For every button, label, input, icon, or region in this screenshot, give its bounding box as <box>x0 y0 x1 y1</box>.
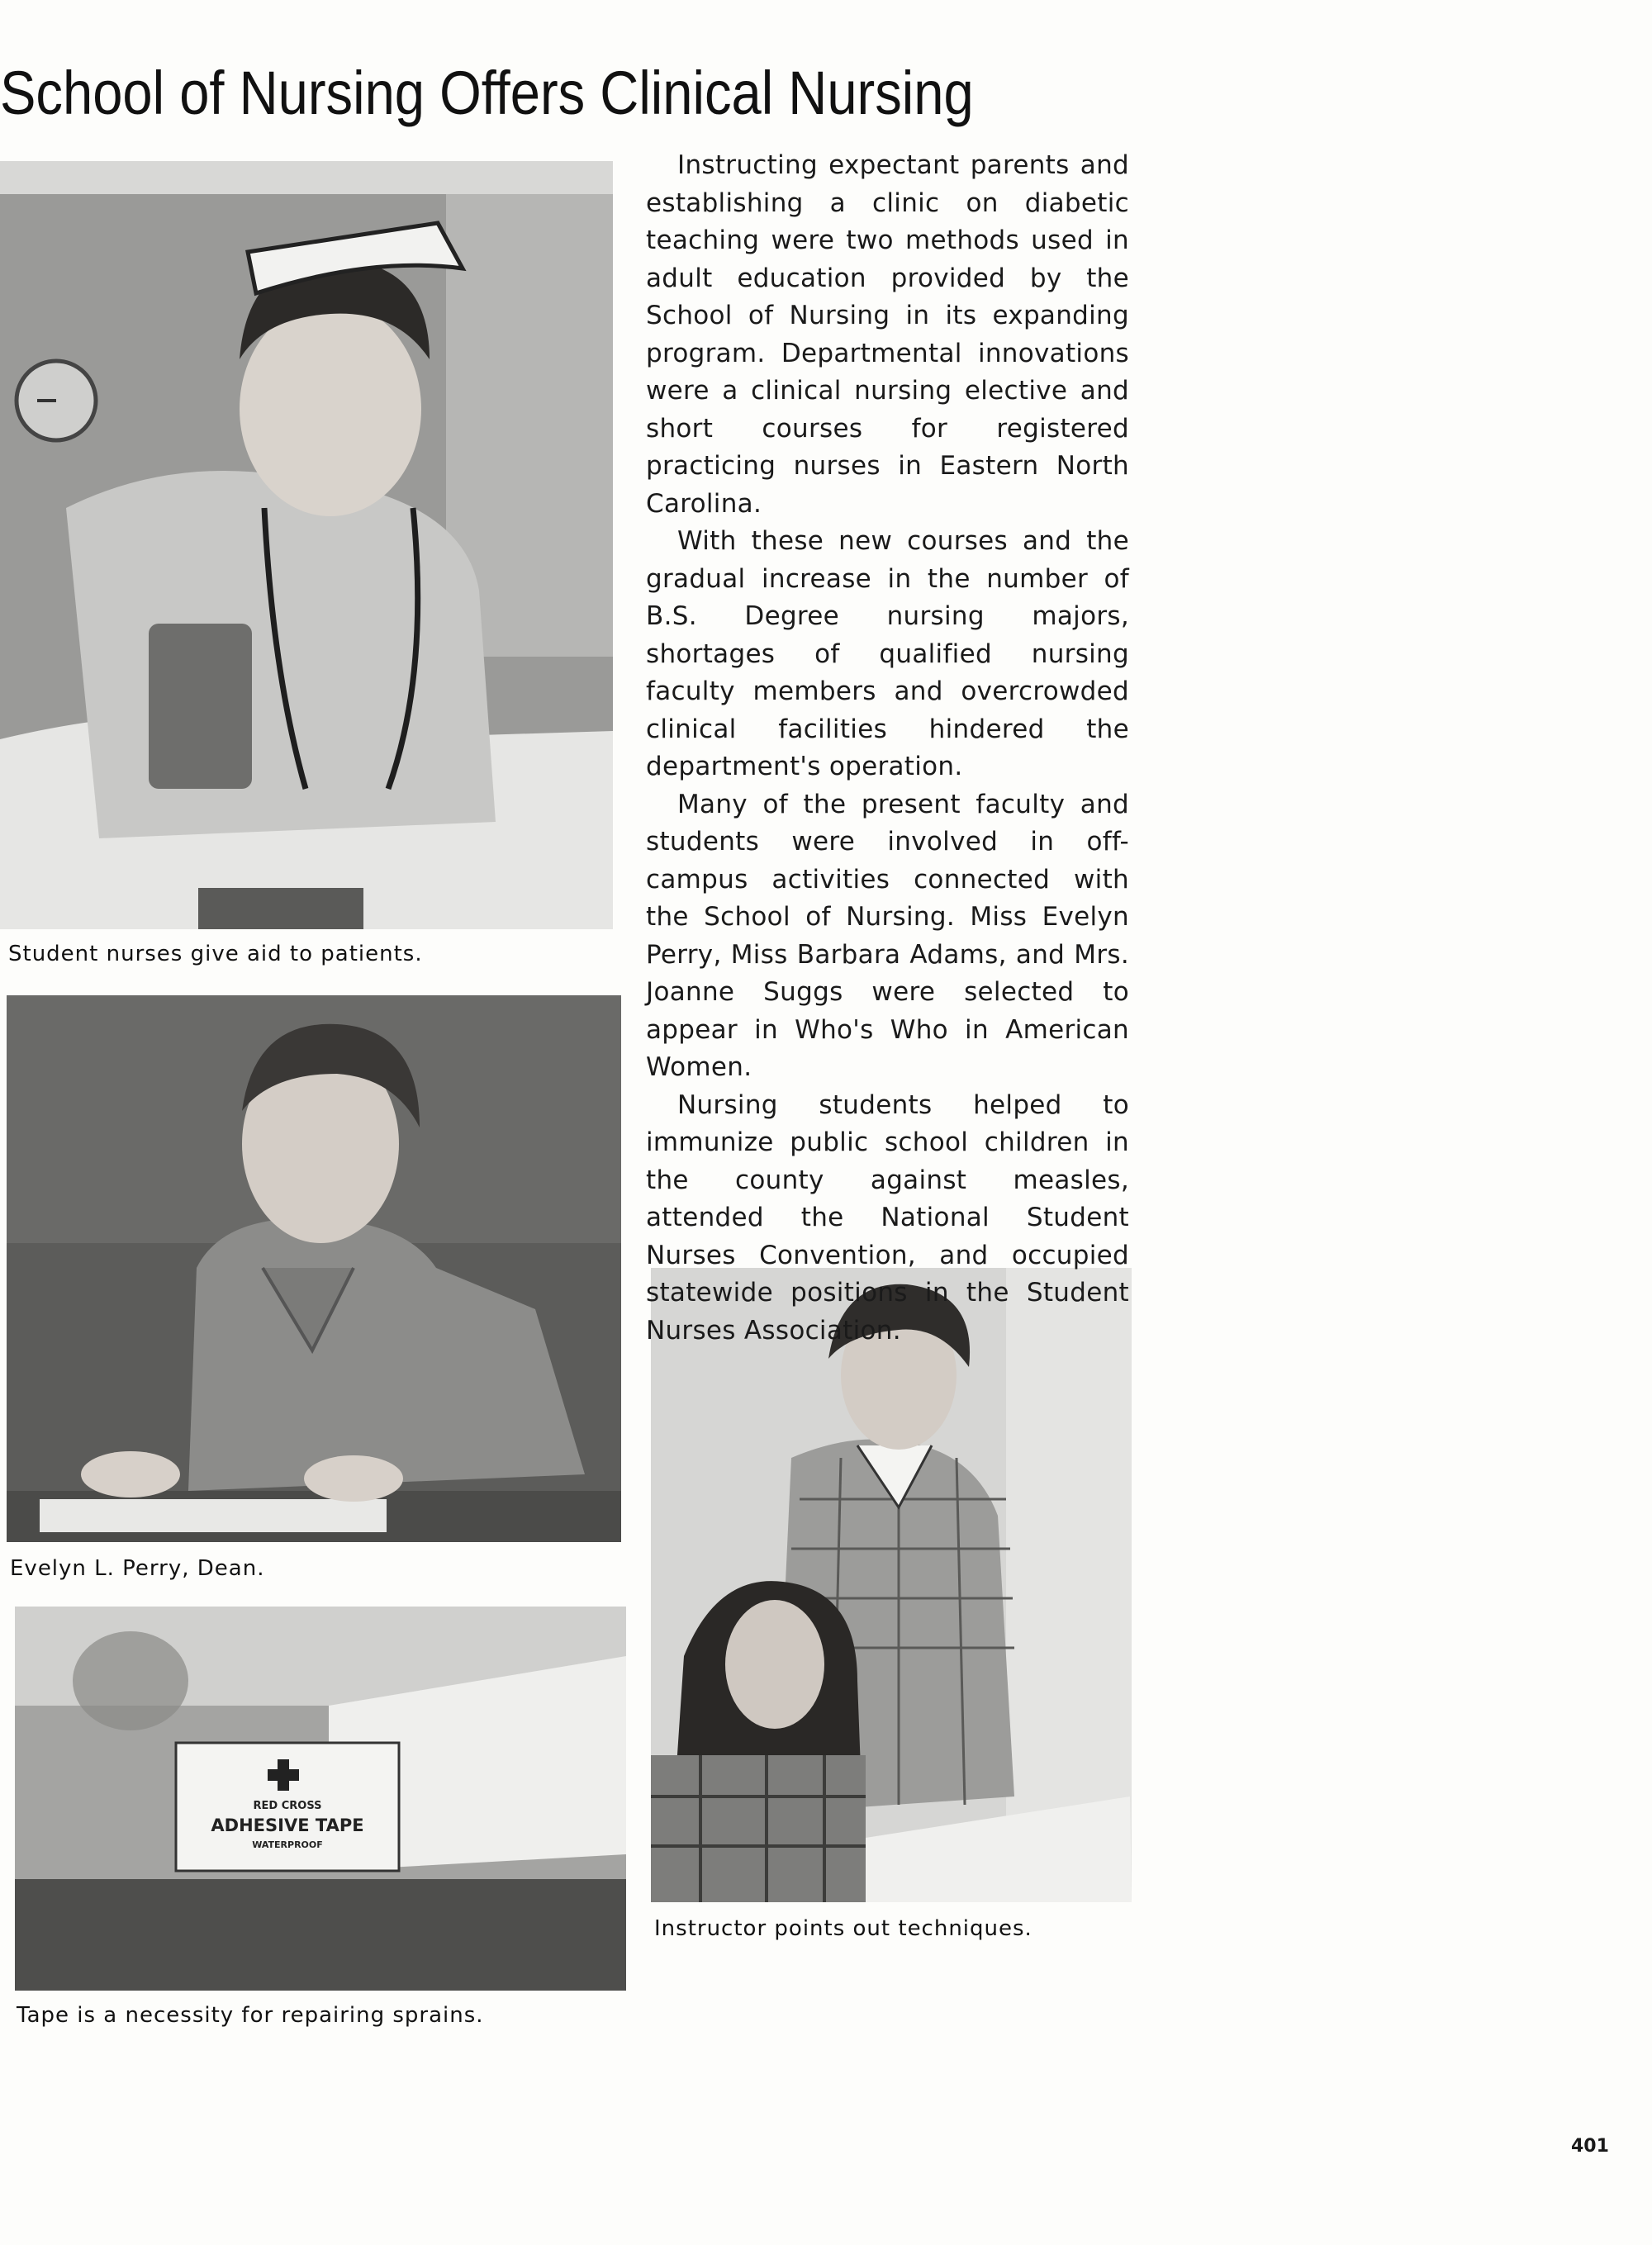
page-title: School of Nursing Offers Clinical Nursing <box>0 59 974 127</box>
tape-product-line: ADHESIVE TAPE <box>211 1815 364 1835</box>
photo-instructor <box>651 1268 1132 1902</box>
photo-dean <box>7 995 621 1542</box>
paragraph: With these new courses and the gradual increase in the number of B.S. Degree nursing majors, shortages of qualified nursing faculty members and overcrowded clinical facilities hindered the department's operation. <box>646 526 1129 781</box>
paragraph: Many of the present faculty and students were involved in off-campus activities connected with the School of Nursing. Miss Evelyn Perry, Miss Barbara Adams, and Mrs. Joanne Suggs were selected to appear in Who's Who in American Women. <box>646 789 1129 1082</box>
paragraph: Nursing students helped to immunize public school children in the county against measles, attended the National Student Nurses Convention, and occupied statewide positions in the Student Nurses Association. <box>646 1089 1129 1346</box>
paragraph: Instructing expectant parents and establishing a clinic on diabetic teaching were two methods used in adult education provided by the School of Nursing in its expanding program. Departmental innovations were a clinical nursing elective and short courses for registered practicing nurses in Eastern North Carolina. <box>646 150 1129 519</box>
caption-student-nurses: Student nurses give aid to patients. <box>8 942 423 966</box>
tape-waterproof-line: WATERPROOF <box>252 1839 323 1850</box>
page-number: 401 <box>1571 2136 1609 2157</box>
article-body <box>646 147 1129 1350</box>
caption-tape: Tape is a necessity for repairing sprains. <box>17 2003 484 2028</box>
photo-student-nurse <box>0 161 613 929</box>
tape-brand-line: RED CROSS <box>253 1800 322 1812</box>
photo-adhesive-tape <box>15 1607 626 1991</box>
caption-instructor: Instructor points out techniques. <box>654 1916 1032 1941</box>
caption-dean: Evelyn L. Perry, Dean. <box>10 1556 265 1581</box>
